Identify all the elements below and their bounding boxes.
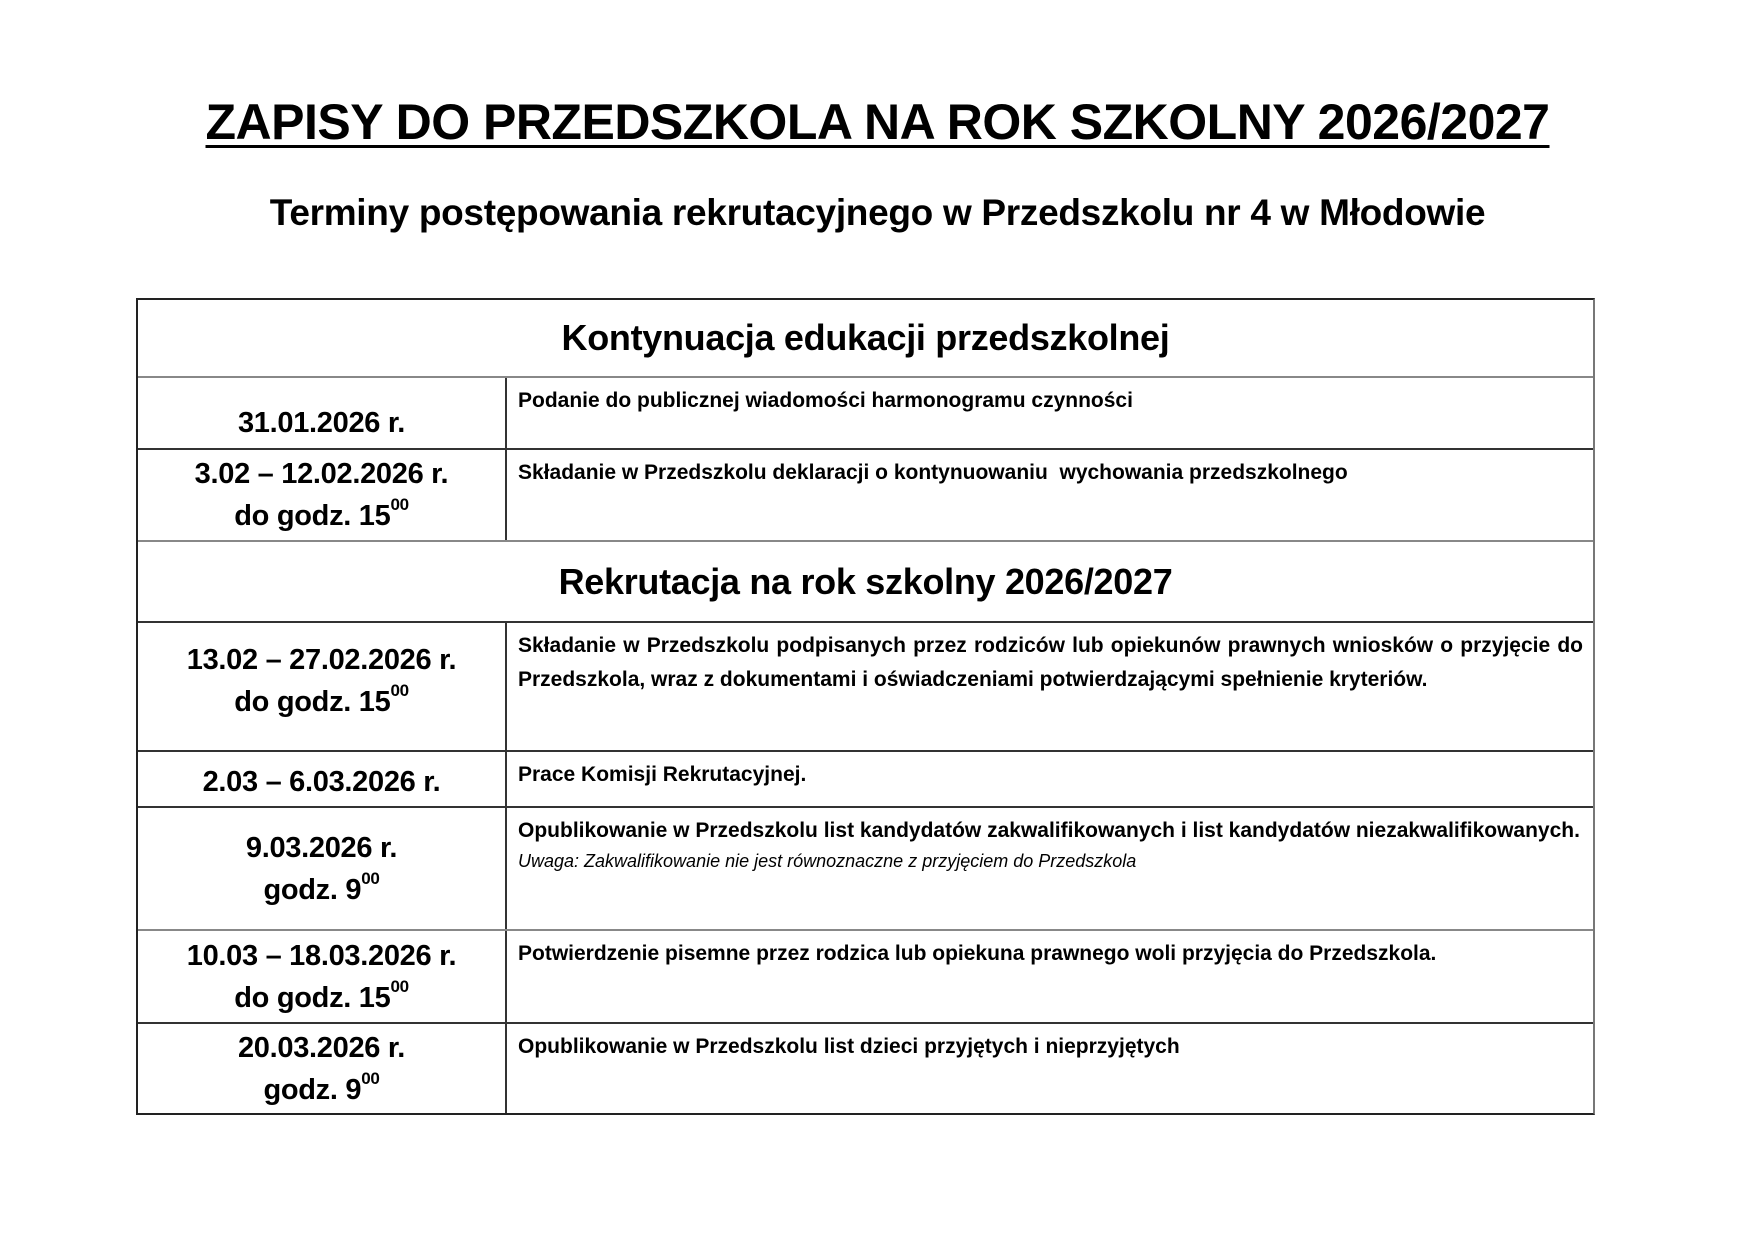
- description-cell: [507, 808, 1593, 929]
- table-row: [138, 750, 1593, 806]
- table-row: [138, 376, 1593, 448]
- description-cell: [507, 752, 1593, 806]
- time-prefix: do godz.: [234, 981, 359, 1014]
- time-hour: 15: [358, 500, 391, 532]
- time-prefix: godz.: [263, 873, 346, 906]
- description-cell: [507, 931, 1593, 1022]
- time-minutes: 00: [390, 495, 409, 515]
- time-minutes: 00: [361, 1068, 380, 1088]
- date-cell: [138, 450, 507, 540]
- time-minutes: 00: [390, 680, 409, 700]
- date-text: 10.03 – 18.03.2026 r.: [186, 939, 457, 972]
- time-prefix: godz.: [263, 1073, 346, 1106]
- section-heading: Rekrutacja na rok szkolny 2026/2027: [558, 560, 1173, 602]
- time-prefix: do godz.: [234, 500, 359, 532]
- date-cell: [138, 1024, 507, 1113]
- description-text: Prace Komisji Rekrutacyjnej.: [518, 763, 807, 786]
- time-hour: 15: [358, 981, 391, 1014]
- description-cell: [507, 623, 1593, 750]
- time-text: [263, 1069, 379, 1111]
- date-cell: [138, 623, 507, 750]
- time-hour: 9: [345, 1073, 362, 1106]
- table-row: [138, 621, 1593, 750]
- date-cell: [138, 378, 507, 448]
- time-hour: 15: [358, 685, 391, 718]
- time-hour: 9: [345, 873, 362, 906]
- time-minutes: 00: [390, 976, 409, 996]
- table-row: [138, 448, 1593, 540]
- date-cell: [138, 931, 507, 1022]
- document-subtitle: Terminy postępowania rekrutacyjnego w Przedszkolu nr 4 w Młodowie: [269, 192, 1486, 233]
- description-text: Podanie do publicznej wiadomości harmonogramu czynności: [518, 389, 1133, 412]
- description-cell: [507, 378, 1593, 448]
- schedule-table: [136, 298, 1595, 1115]
- time-prefix: do godz.: [234, 685, 359, 718]
- date-text: 3.02 – 12.02.2026 r.: [194, 458, 449, 490]
- description-text: Opublikowanie w Przedszkolu list kandydatów zakwalifikowanych i list kandydatów niezakwalifikowanych.: [518, 819, 1580, 842]
- section-heading: Kontynuacja edukacji przedszkolnej: [561, 317, 1170, 358]
- date-text: 20.03.2026 r.: [237, 1031, 406, 1064]
- document-title: [0, 92, 1755, 152]
- description-text: Opublikowanie w Przedszkolu list dzieci przyjętych i nieprzyjętych: [518, 1035, 1180, 1058]
- description-text: Potwierdzenie pisemne przez rodzica lub opiekuna prawnego woli przyjęcia do Przedszkola.: [518, 942, 1437, 965]
- date-cell: [138, 752, 507, 806]
- time-text: [234, 681, 409, 723]
- section-header-recruitment: [138, 540, 1593, 621]
- date-text: 9.03.2026 r.: [245, 831, 398, 864]
- table-row: [138, 1022, 1593, 1113]
- description-text: Składanie w Przedszkolu podpisanych przez rodziców lub opiekunów prawnych wniosków o przyjęcie do Przedszkola, wraz z dokumentami i oświadczeniami potwierdzającymi spełnienie kryteriów.: [518, 634, 1583, 691]
- date-cell: [138, 808, 507, 929]
- description-text: Składanie w Przedszkolu deklaracji o kontynuowaniu wychowania przedszkolnego: [518, 461, 1348, 484]
- description-cell: [507, 450, 1593, 540]
- note-text: Uwaga: Zakwalifikowanie nie jest równoznaczne z przyjęciem do Przedszkola: [518, 851, 1137, 871]
- document-title-text: ZAPISY DO PRZEDSZKOLA NA ROK SZKOLNY 2026/2027: [205, 94, 1550, 150]
- time-text: [234, 495, 409, 537]
- table-row: [138, 806, 1593, 929]
- date-text: 31.01.2026 r.: [237, 407, 406, 439]
- section-header-continuation: [138, 300, 1593, 376]
- table-row: [138, 929, 1593, 1022]
- date-text: 13.02 – 27.02.2026 r.: [186, 643, 457, 676]
- time-text: [263, 869, 379, 911]
- time-text: [234, 977, 409, 1019]
- date-text: 2.03 – 6.03.2026 r.: [202, 766, 441, 798]
- description-cell: [507, 1024, 1593, 1113]
- time-minutes: 00: [361, 868, 380, 888]
